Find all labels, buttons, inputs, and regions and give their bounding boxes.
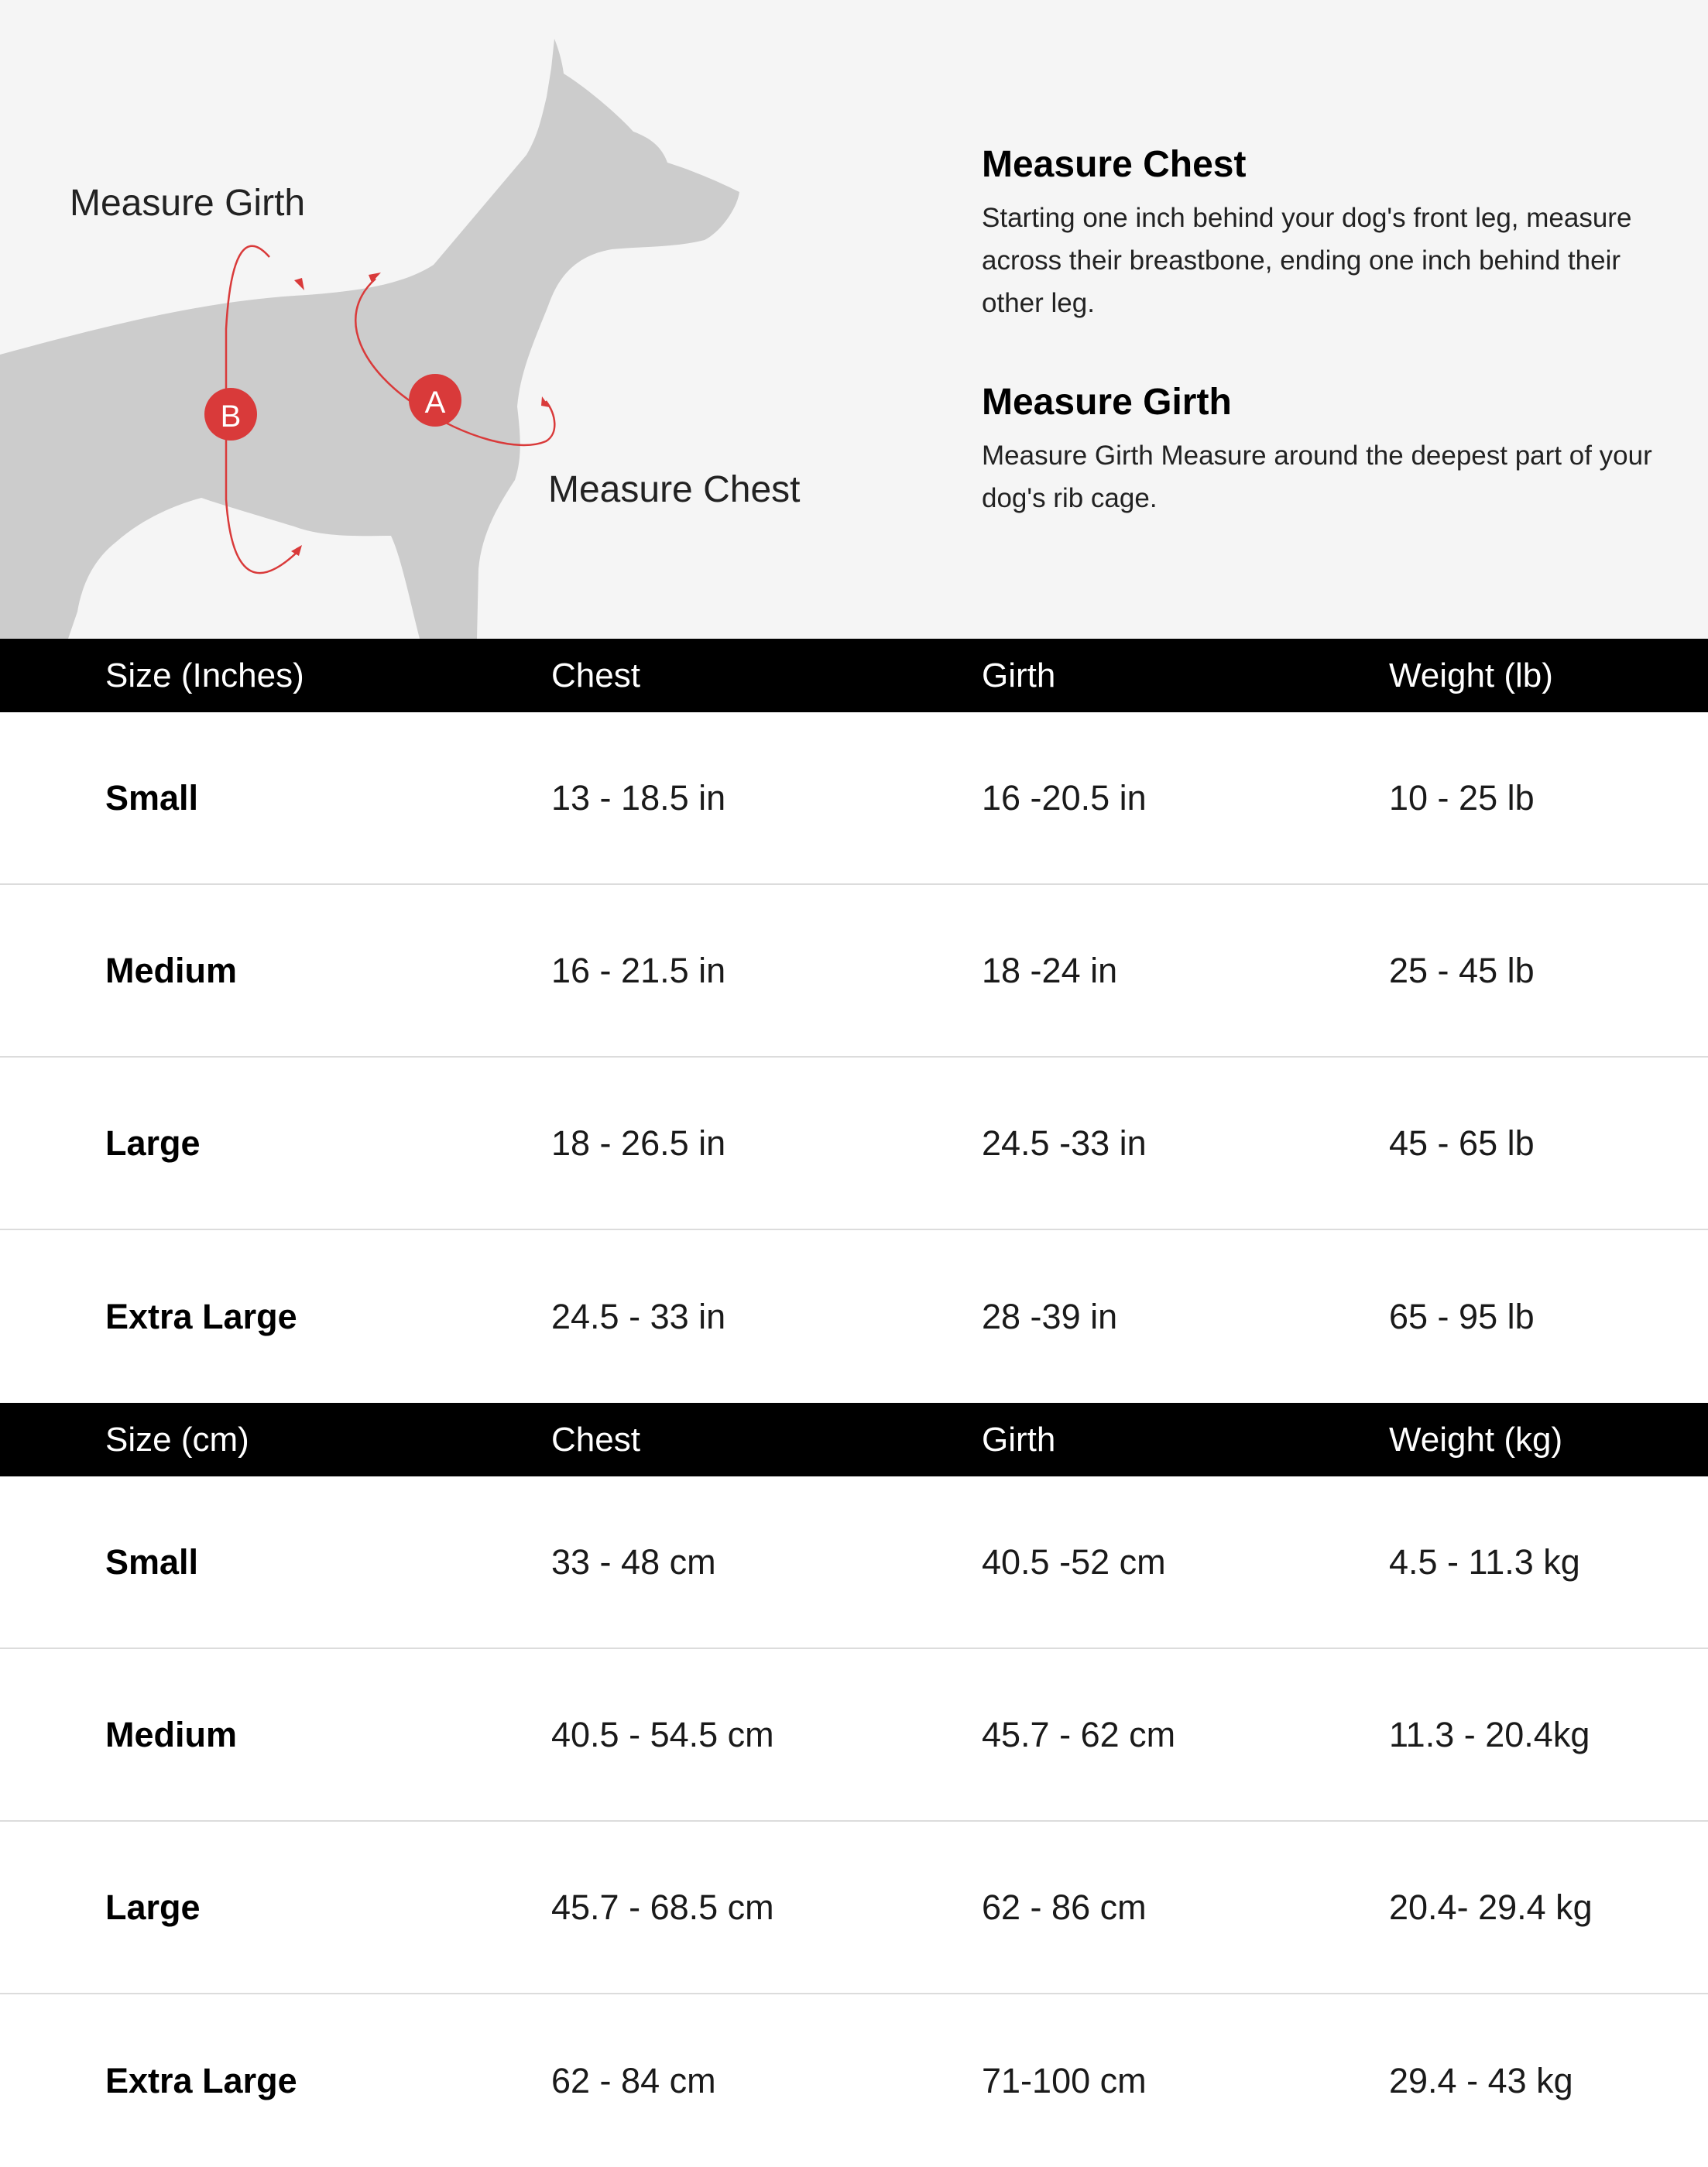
table-row (0, 1822, 1708, 1994)
weight-cell: 29.4 - 43 kg (1389, 2060, 1573, 2100)
size-cell: Medium (105, 1714, 238, 1754)
svg-text:A: A (424, 386, 446, 420)
weight-cell: 45 - 65 lb (1389, 1123, 1535, 1163)
chest-arrowhead-bottom (541, 396, 550, 407)
table-row (0, 1476, 1708, 1649)
dog-silhouette (0, 39, 739, 639)
girth-instructions-title: Measure Girth (982, 382, 1232, 423)
chest-cell: 18 - 26.5 in (551, 1123, 726, 1163)
girth-cell: 71-100 cm (982, 2060, 1147, 2100)
size-cell: Small (105, 777, 199, 818)
table-row (0, 1058, 1708, 1230)
weight-cell: 25 - 45 lb (1389, 950, 1535, 990)
table-row (0, 1230, 1708, 1403)
chest-cell: 33 - 48 cm (551, 1541, 716, 1582)
size-cell: Medium (105, 950, 238, 990)
header-chest: Chest (551, 1420, 640, 1459)
chest-cell: 16 - 21.5 in (551, 950, 726, 990)
table-row (0, 1994, 1708, 2167)
girth-instructions (982, 381, 1663, 519)
header-chest: Chest (551, 656, 640, 694)
chest-cell: 24.5 - 33 in (551, 1296, 726, 1336)
header-weight: Weight (kg) (1389, 1420, 1563, 1459)
table-row (0, 1649, 1708, 1822)
girth-cell: 24.5 -33 in (982, 1123, 1147, 1163)
chest-instructions-title: Measure Chest (982, 144, 1247, 185)
girth-arrowhead-bottom (291, 545, 302, 556)
chest-cell: 62 - 84 cm (551, 2060, 716, 2100)
inches-table-header (0, 639, 1708, 712)
weight-cell: 65 - 95 lb (1389, 1296, 1535, 1336)
girth-cell: 62 - 86 cm (982, 1887, 1147, 1927)
weight-cell: 20.4- 29.4 kg (1389, 1887, 1593, 1927)
girth-cell: 40.5 -52 cm (982, 1541, 1166, 1582)
marker-b (204, 388, 257, 441)
header-size: Size (Inches) (105, 656, 304, 694)
header-weight: Weight (lb) (1389, 656, 1553, 694)
chest-cell: 13 - 18.5 in (551, 777, 726, 818)
chest-instructions-body: Starting one inch behind your dog's front leg, measure across their breastbone, ending one inch behind their other leg. (982, 203, 1632, 318)
measurement-diagram (0, 0, 1708, 639)
chest-arrowhead-top (369, 273, 381, 283)
size-cell: Small (105, 1541, 199, 1582)
chest-cell: 40.5 - 54.5 cm (551, 1714, 774, 1754)
dog-silhouette-illustration (0, 0, 774, 639)
marker-a (409, 374, 461, 427)
girth-cell: 16 -20.5 in (982, 777, 1147, 818)
table-row (0, 712, 1708, 885)
table-row (0, 885, 1708, 1058)
girth-cell: 45.7 - 62 cm (982, 1714, 1176, 1754)
size-cell: Large (105, 1887, 201, 1927)
header-girth: Girth (982, 656, 1056, 694)
weight-cell: 4.5 - 11.3 kg (1389, 1541, 1580, 1582)
girth-instructions-body: Measure Girth Measure around the deepest part of your dog's rib cage. (982, 441, 1652, 513)
size-cell: Extra Large (105, 2060, 297, 2100)
header-girth: Girth (982, 1420, 1056, 1459)
girth-cell: 18 -24 in (982, 950, 1118, 990)
size-cell: Extra Large (105, 1296, 297, 1336)
girth-arrowhead-top (294, 278, 304, 290)
size-cell: Large (105, 1123, 201, 1163)
cm-table-header (0, 1403, 1708, 1476)
girth-callout-label: Measure Girth (70, 183, 306, 224)
chest-callout-label: Measure Chest (548, 469, 801, 510)
chest-instructions (982, 143, 1663, 324)
weight-cell: 10 - 25 lb (1389, 777, 1535, 818)
girth-cell: 28 -39 in (982, 1296, 1118, 1336)
weight-cell: 11.3 - 20.4kg (1389, 1714, 1590, 1754)
header-size: Size (cm) (105, 1420, 249, 1459)
chest-cell: 45.7 - 68.5 cm (551, 1887, 774, 1927)
svg-text:B: B (220, 399, 242, 434)
